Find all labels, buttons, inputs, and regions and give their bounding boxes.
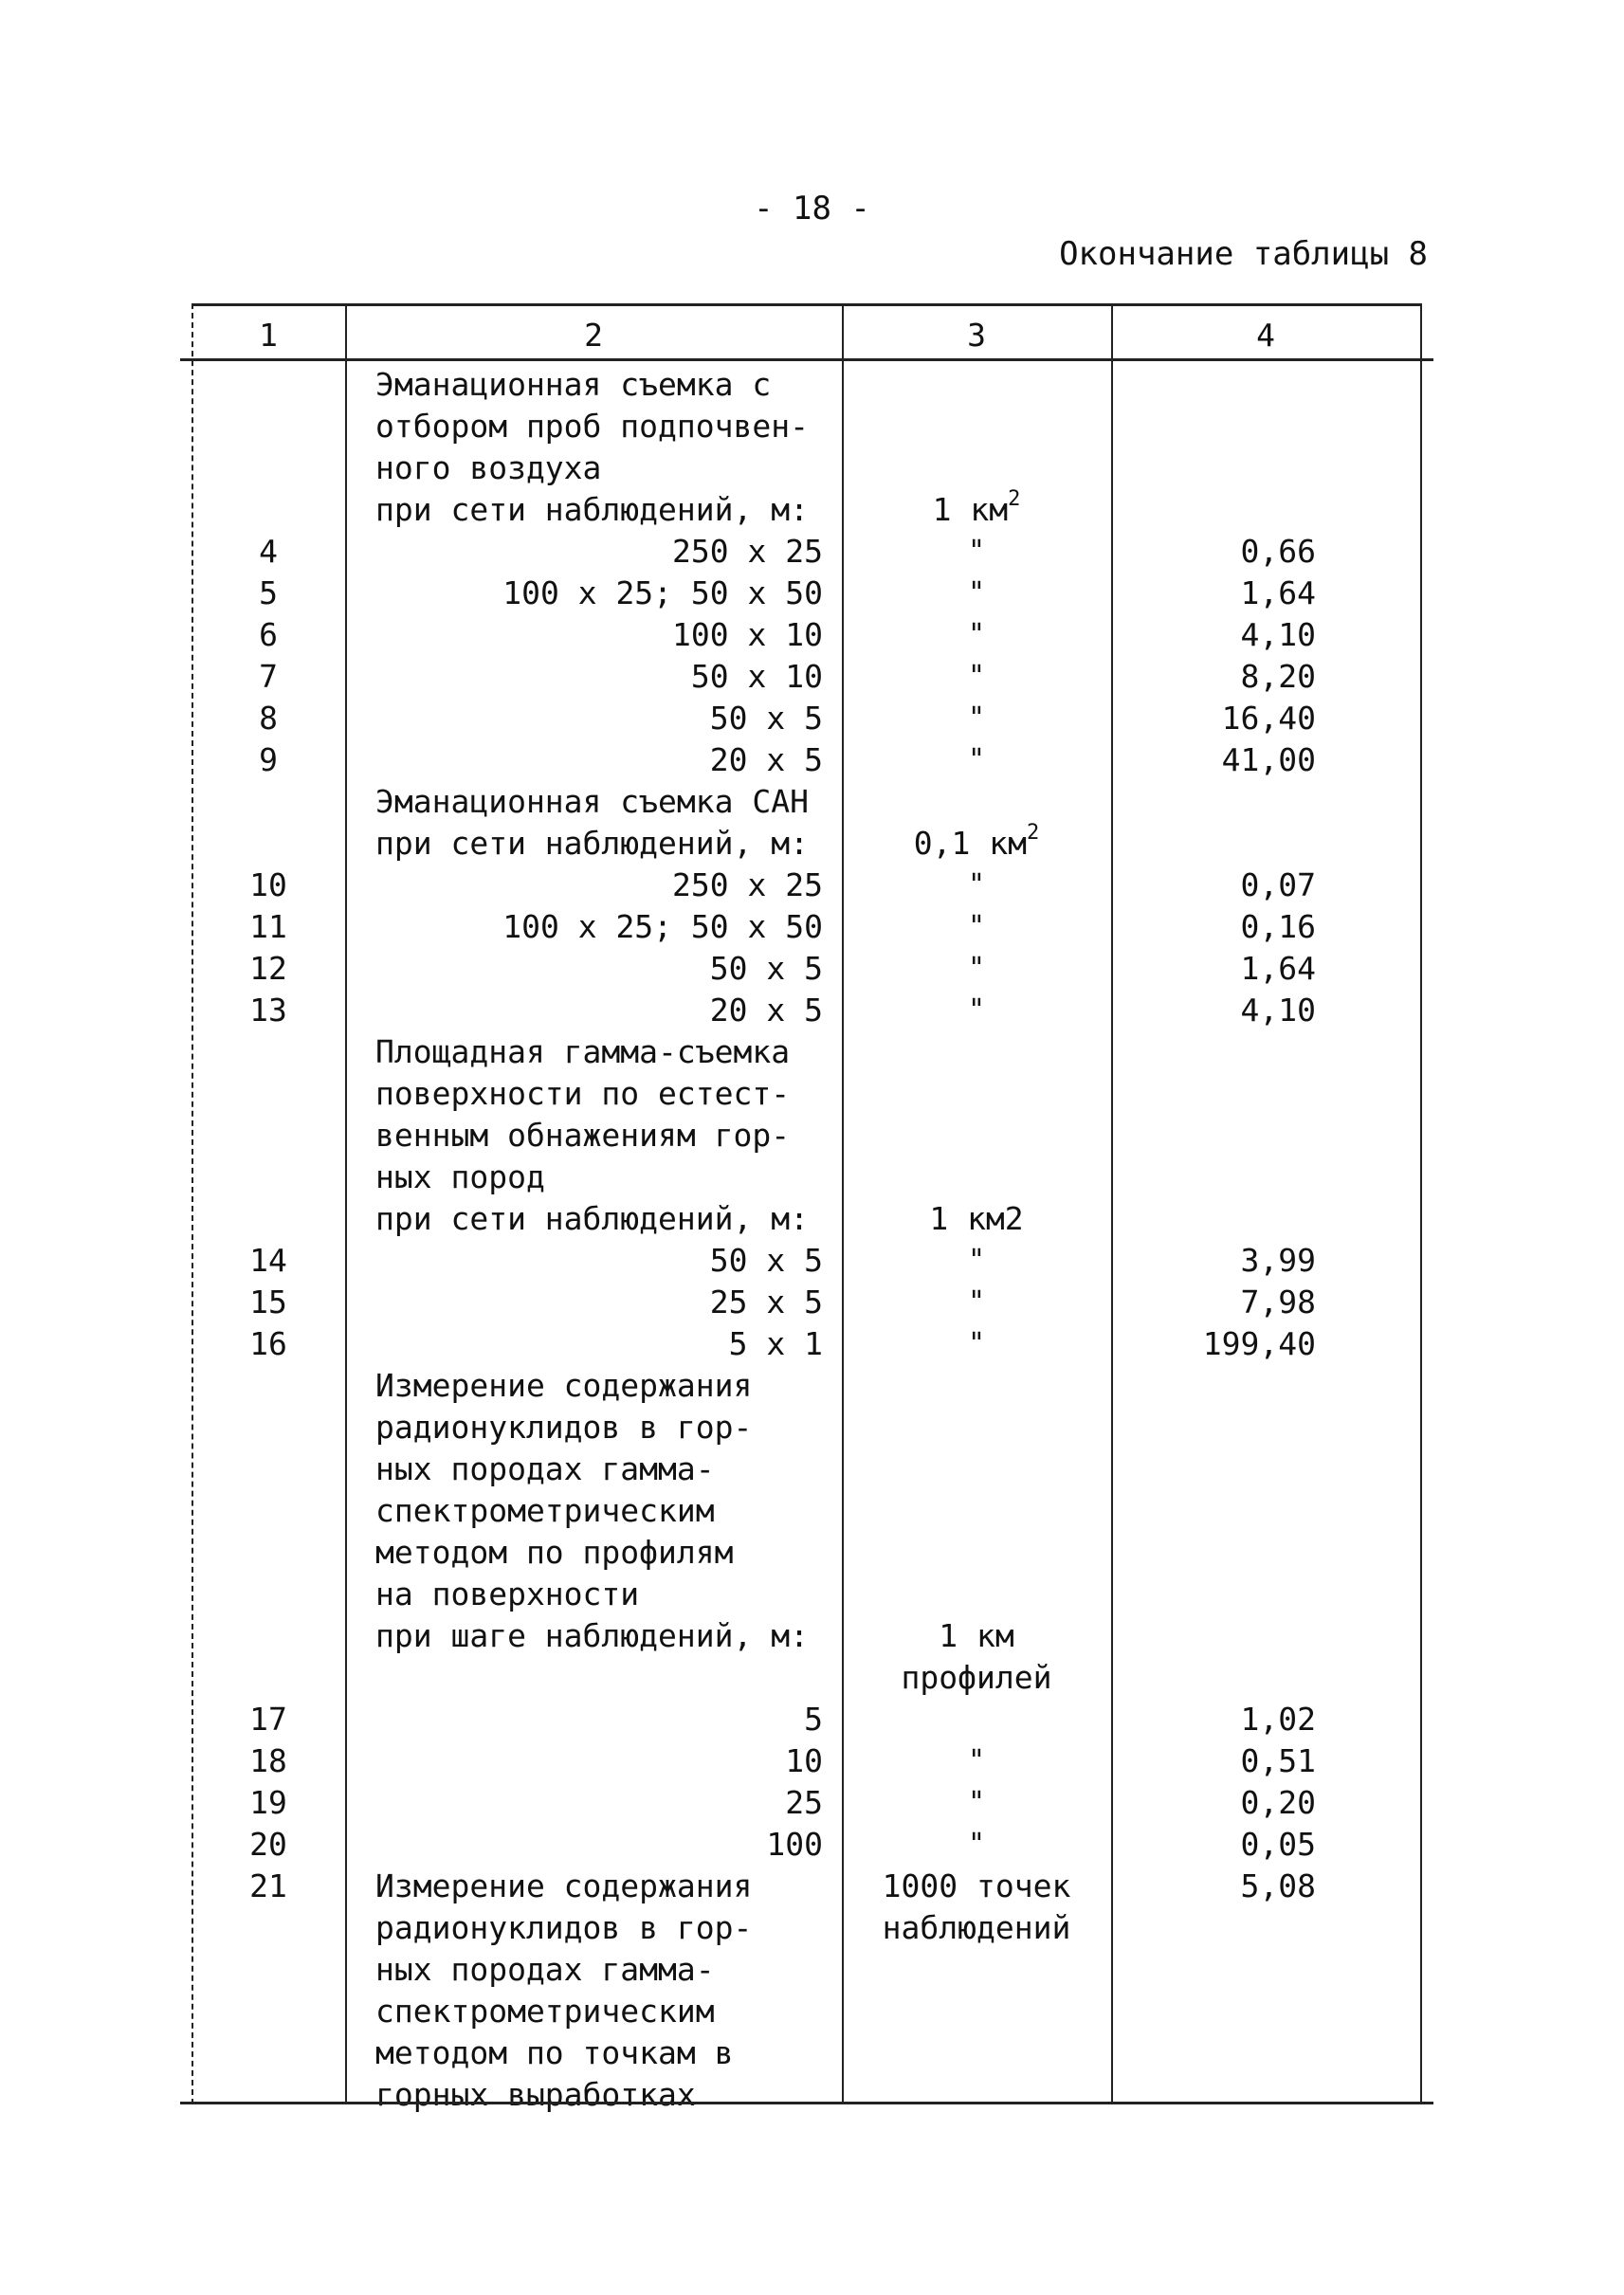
row-number-cell: 5 <box>259 574 278 611</box>
table-row <box>186 698 1433 739</box>
table-row <box>186 865 1433 906</box>
unit-cell <box>842 990 1111 1031</box>
column-header: 3 <box>967 317 986 354</box>
unit-text: " <box>967 1327 986 1360</box>
unit-text: наблюдений <box>882 1909 1071 1946</box>
table-row <box>186 1782 1433 1824</box>
row-number-cell <box>192 1907 345 1949</box>
value-cell <box>1111 2032 1316 2074</box>
value-cell <box>1111 1949 1316 1991</box>
value-cell <box>1111 781 1316 823</box>
unit-text: 1 км <box>939 1617 1014 1654</box>
unit-cell <box>842 739 1111 781</box>
description-cell: 100 х 25; 50 х 50 <box>502 908 823 945</box>
row-number-cell: 11 <box>249 908 287 945</box>
value-cell: 1,02 <box>1240 1701 1316 1738</box>
unit-text: 1000 точек <box>882 1867 1071 1904</box>
row-number-cell <box>192 1448 345 1490</box>
unit-cell <box>842 1532 1111 1574</box>
description-cell: поверхности по естест- <box>375 1075 791 1112</box>
description-cell: горных выработках <box>375 2076 696 2113</box>
value-cell <box>1111 447 1316 489</box>
unit-text: " <box>967 660 986 693</box>
table-row <box>186 2032 1433 2074</box>
unit-cell <box>842 1824 1111 1866</box>
value-cell: 4,10 <box>1240 616 1316 653</box>
table-row <box>186 781 1433 823</box>
unit-cell <box>842 1657 1111 1699</box>
description-cell: ных породах гамма- <box>375 1450 715 1487</box>
unit-cell <box>842 1115 1111 1157</box>
value-cell <box>1111 2074 1316 2116</box>
unit-cell <box>842 1740 1111 1782</box>
row-number-cell <box>192 2074 345 2116</box>
value-cell <box>1111 1365 1316 1407</box>
unit-text: " <box>967 1285 986 1319</box>
unit-text: 0,1 км <box>913 825 1027 862</box>
description-cell: 100 х 25; 50 х 50 <box>502 574 823 611</box>
description-cell: венным обнажениям гор- <box>375 1117 791 1154</box>
table-row <box>186 1824 1433 1866</box>
value-cell: 0,51 <box>1240 1742 1316 1779</box>
unit-cell <box>842 698 1111 739</box>
row-number-cell: 7 <box>259 658 278 695</box>
description-cell: спектрометрическим <box>375 1492 715 1529</box>
unit-cell <box>842 1866 1111 1907</box>
table-row <box>186 447 1433 489</box>
value-cell: 7,98 <box>1240 1284 1316 1321</box>
unit-cell <box>842 1073 1111 1115</box>
table-row <box>186 1365 1433 1407</box>
description-cell: 50 х 5 <box>709 700 823 737</box>
unit-text: " <box>967 868 986 902</box>
table-row <box>186 1699 1433 1740</box>
row-number-cell: 13 <box>249 992 287 1029</box>
description-cell: 50 х 10 <box>690 658 823 695</box>
unit-cell <box>842 1198 1111 1240</box>
table-row <box>186 1907 1433 1949</box>
column-header: 2 <box>584 317 603 354</box>
row-number-cell: 19 <box>249 1784 287 1821</box>
table-row <box>186 1115 1433 1157</box>
unit-text: " <box>967 535 986 568</box>
value-cell <box>1111 1031 1316 1073</box>
table-row <box>186 489 1433 531</box>
unit-cell <box>842 865 1111 906</box>
unit-text: " <box>967 1786 986 1819</box>
table-row <box>186 906 1433 948</box>
unit-cell <box>842 1240 1111 1282</box>
unit-cell <box>842 1031 1111 1073</box>
description-cell: при сети наблюдений, м: <box>375 1200 809 1237</box>
unit-cell <box>842 531 1111 573</box>
column-header: 4 <box>1256 317 1275 354</box>
unit-text: " <box>967 1244 986 1277</box>
unit-cell <box>842 2074 1111 2116</box>
value-cell: 0,07 <box>1240 866 1316 903</box>
unit-superscript: 2 <box>1008 487 1021 511</box>
table-row <box>186 1407 1433 1448</box>
description-cell: 25 х 5 <box>709 1284 823 1321</box>
unit-cell <box>842 1448 1111 1490</box>
value-cell: 0,20 <box>1240 1784 1316 1821</box>
description-cell: 10 <box>785 1742 823 1779</box>
row-number-cell: 6 <box>259 616 278 653</box>
value-cell: 1,64 <box>1240 950 1316 987</box>
table-row <box>186 1198 1433 1240</box>
value-cell <box>1111 1157 1316 1198</box>
unit-cell <box>842 948 1111 990</box>
table-body <box>186 364 1433 2116</box>
table-row <box>186 1740 1433 1782</box>
table-row <box>186 1532 1433 1574</box>
value-cell <box>1111 1991 1316 2032</box>
description-cell: 25 <box>785 1784 823 1821</box>
row-number-cell: 14 <box>249 1242 287 1279</box>
page-number: - 18 - <box>754 190 870 228</box>
description-cell: 250 х 25 <box>672 866 823 903</box>
table-row <box>186 1448 1433 1490</box>
table-row <box>186 614 1433 656</box>
value-cell <box>1111 1073 1316 1115</box>
value-cell: 0,66 <box>1240 533 1316 570</box>
table-row <box>186 531 1433 573</box>
data-table <box>186 303 1433 2113</box>
value-cell <box>1111 364 1316 406</box>
description-cell <box>375 1657 821 1699</box>
description-cell: при шаге наблюдений, м: <box>375 1617 809 1654</box>
value-cell <box>1111 489 1316 531</box>
table-row <box>186 1866 1433 1907</box>
table-row <box>186 1657 1433 1699</box>
row-number-cell: 17 <box>249 1701 287 1738</box>
row-number-cell <box>192 406 345 447</box>
value-cell <box>1111 1448 1316 1490</box>
value-cell: 1,64 <box>1240 574 1316 611</box>
row-number-cell <box>192 1574 345 1615</box>
description-cell: 100 <box>766 1826 823 1863</box>
description-cell: Эманационная съемка САН <box>375 783 809 820</box>
row-number-cell <box>192 1073 345 1115</box>
column-header: 1 <box>259 317 278 354</box>
unit-text: " <box>967 576 986 610</box>
row-number-cell <box>192 2032 345 2074</box>
table-caption: Окончание таблицы 8 <box>1059 235 1428 273</box>
description-cell: 20 х 5 <box>709 992 823 1029</box>
row-number-cell: 4 <box>259 533 278 570</box>
value-cell <box>1111 406 1316 447</box>
table-row <box>186 1949 1433 1991</box>
description-cell: радионуклидов в гор- <box>375 1409 753 1446</box>
value-cell <box>1111 1198 1316 1240</box>
description-cell: ного воздуха <box>375 449 602 486</box>
description-cell: Эманационная съемка с <box>375 366 772 403</box>
unit-cell <box>842 1949 1111 1991</box>
row-number-cell: 15 <box>249 1284 287 1321</box>
description-cell: отбором проб подпочвен- <box>375 408 809 445</box>
description-cell: на поверхности <box>375 1576 640 1612</box>
unit-text: 1 км <box>932 491 1009 528</box>
table-row <box>186 948 1433 990</box>
value-cell <box>1111 1407 1316 1448</box>
unit-cell <box>842 1323 1111 1365</box>
unit-cell <box>842 2032 1111 2074</box>
description-cell: 250 х 25 <box>672 533 823 570</box>
row-number-cell: 12 <box>249 950 287 987</box>
unit-cell <box>842 906 1111 948</box>
unit-text: профилей <box>901 1659 1052 1696</box>
row-number-cell <box>192 1365 345 1407</box>
description-cell: методом по профилям <box>375 1534 734 1571</box>
unit-cell <box>842 1157 1111 1198</box>
unit-cell <box>842 447 1111 489</box>
unit-text: " <box>967 952 986 985</box>
row-number-cell <box>192 823 345 865</box>
unit-cell <box>842 1574 1111 1615</box>
description-cell: 100 х 10 <box>672 616 823 653</box>
value-cell: 3,99 <box>1240 1242 1316 1279</box>
row-number-cell: 10 <box>249 866 287 903</box>
description-cell: 5 х 1 <box>728 1325 823 1362</box>
table-row <box>186 1490 1433 1532</box>
value-cell <box>1111 1574 1316 1615</box>
row-number-cell <box>192 489 345 531</box>
unit-cell <box>842 1490 1111 1532</box>
row-number-cell: 20 <box>249 1826 287 1863</box>
row-number-cell <box>192 1031 345 1073</box>
unit-cell <box>842 1407 1111 1448</box>
row-number-cell <box>192 1407 345 1448</box>
table-row <box>186 1031 1433 1073</box>
value-cell <box>1111 1532 1316 1574</box>
row-number-cell <box>192 447 345 489</box>
row-number-cell: 18 <box>249 1742 287 1779</box>
description-cell: ных пород <box>375 1158 545 1195</box>
unit-cell <box>842 573 1111 614</box>
unit-text: " <box>967 910 986 943</box>
unit-cell <box>842 1282 1111 1323</box>
table-row <box>186 823 1433 865</box>
unit-cell <box>842 364 1111 406</box>
row-number-cell <box>192 1991 345 2032</box>
table-row <box>186 990 1433 1031</box>
row-number-cell <box>192 1532 345 1574</box>
row-number-cell <box>192 1657 345 1699</box>
header-rule <box>180 358 1433 361</box>
table-bottom-rule <box>180 2102 1433 2104</box>
row-number-cell: 16 <box>249 1325 287 1362</box>
value-cell: 5,08 <box>1240 1867 1316 1904</box>
value-cell: 41,00 <box>1221 741 1316 778</box>
description-cell: 20 х 5 <box>709 741 823 778</box>
unit-text: 1 км2 <box>929 1200 1024 1237</box>
table-row <box>186 1615 1433 1657</box>
table-row <box>186 1157 1433 1198</box>
unit-superscript: 2 <box>1026 821 1040 845</box>
description-cell: Измерение содержания <box>375 1867 753 1904</box>
unit-cell <box>842 1615 1111 1657</box>
unit-cell <box>842 823 1111 865</box>
description-cell: Измерение содержания <box>375 1367 753 1404</box>
table-row <box>186 1323 1433 1365</box>
table-header-row <box>186 317 1433 358</box>
unit-cell <box>842 489 1111 531</box>
description-cell: 50 х 5 <box>709 950 823 987</box>
table-row <box>186 1574 1433 1615</box>
unit-cell <box>842 406 1111 447</box>
row-number-cell <box>192 1615 345 1657</box>
unit-cell <box>842 1991 1111 2032</box>
unit-text: " <box>967 701 986 735</box>
unit-cell <box>842 1782 1111 1824</box>
row-number-cell <box>192 364 345 406</box>
row-number-cell <box>192 1115 345 1157</box>
value-cell: 8,20 <box>1240 658 1316 695</box>
value-cell: 0,05 <box>1240 1826 1316 1863</box>
description-cell: методом по точкам в <box>375 2034 734 2071</box>
table-row <box>186 739 1433 781</box>
unit-cell <box>842 1907 1111 1949</box>
unit-text: " <box>967 993 986 1027</box>
unit-text: " <box>967 618 986 651</box>
table-row <box>186 1282 1433 1323</box>
unit-cell <box>842 614 1111 656</box>
value-cell: 16,40 <box>1221 700 1316 737</box>
unit-cell <box>842 781 1111 823</box>
description-cell: радионуклидов в гор- <box>375 1909 753 1946</box>
unit-cell <box>842 1699 1111 1740</box>
value-cell: 199,40 <box>1202 1325 1316 1362</box>
table-row <box>186 573 1433 614</box>
table-row <box>186 656 1433 698</box>
unit-cell <box>842 1365 1111 1407</box>
value-cell <box>1111 1907 1316 1949</box>
table-row <box>186 1073 1433 1115</box>
value-cell: 4,10 <box>1240 992 1316 1029</box>
row-number-cell: 21 <box>249 1867 287 1904</box>
description-cell: 5 <box>804 1701 823 1738</box>
description-cell: Площадная гамма-съемка <box>375 1033 791 1070</box>
row-number-cell: 9 <box>259 741 278 778</box>
value-cell <box>1111 823 1316 865</box>
value-cell <box>1111 1490 1316 1532</box>
table-row <box>186 1991 1433 2032</box>
table-row <box>186 406 1433 447</box>
description-cell: ных породах гамма- <box>375 1951 715 1988</box>
value-cell <box>1111 1115 1316 1157</box>
row-number-cell <box>192 1490 345 1532</box>
table-row <box>186 1240 1433 1282</box>
row-number-cell <box>192 1949 345 1991</box>
row-number-cell <box>192 1157 345 1198</box>
table-row <box>186 364 1433 406</box>
unit-text: " <box>967 1828 986 1861</box>
row-number-cell: 8 <box>259 700 278 737</box>
table-top-rule <box>192 303 1420 306</box>
value-cell: 0,16 <box>1240 908 1316 945</box>
unit-text: " <box>967 743 986 776</box>
value-cell <box>1111 1657 1316 1699</box>
description-cell: при сети наблюдений, м: <box>375 491 809 528</box>
unit-text: " <box>967 1744 986 1777</box>
row-number-cell <box>192 781 345 823</box>
description-cell: при сети наблюдений, м: <box>375 825 809 862</box>
value-cell <box>1111 1615 1316 1657</box>
table-row <box>186 2074 1433 2116</box>
row-number-cell <box>192 1198 345 1240</box>
description-cell: спектрометрическим <box>375 1993 715 2030</box>
unit-cell <box>842 656 1111 698</box>
description-cell: 50 х 5 <box>709 1242 823 1279</box>
